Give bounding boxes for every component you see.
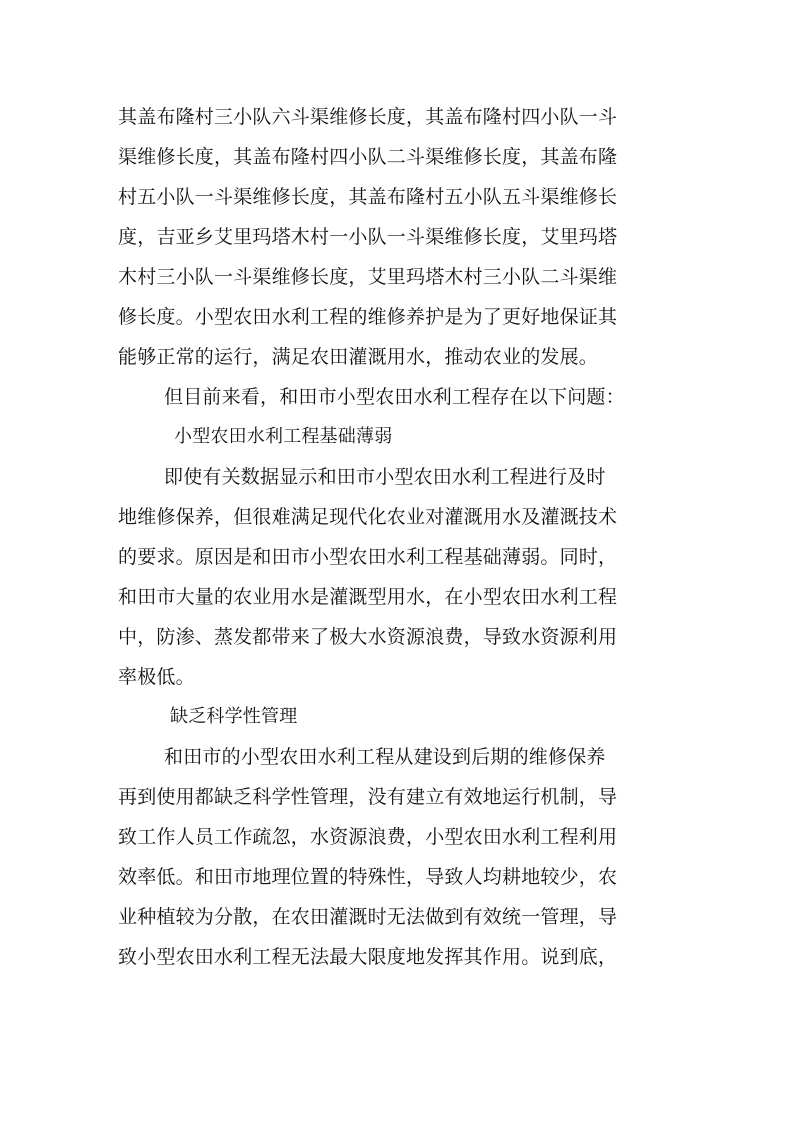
text-line: 村五小队一斗渠维修长度，其盖布隆村五小队五斗渠维修长 xyxy=(118,186,618,208)
text-line: 能够正常的运行，满足农田灌溉用水，推动农业的发展。 xyxy=(118,346,599,368)
text-line: 和田市大量的农业用水是灌溉型用水，在小型农田水利工程 xyxy=(118,586,618,608)
text-line: 致工作人员工作疏忽，水资源浪费，小型农田水利工程利用 xyxy=(118,826,618,848)
text-line: 地维修保养，但很难满足现代化农业对灌溉用水及灌溉技术 xyxy=(118,506,618,528)
text-line: 渠维修长度，其盖布隆村四小队二斗渠维修长度，其盖布隆 xyxy=(118,146,618,168)
text-line: 效率低。和田市地理位置的特殊性，导致人均耕地较少，农 xyxy=(118,866,618,888)
section-heading: 小型农田水利工程基础薄弱 xyxy=(174,426,393,447)
text-line: 业种植较为分散，在农田灌溉时无法做到有效统一管理，导 xyxy=(118,906,618,928)
text-line: 其盖布隆村三小队六斗渠维修长度，其盖布隆村四小队一斗 xyxy=(118,106,618,128)
text-line: 致小型农田水利工程无法最大限度地发挥其作用。说到底， xyxy=(118,946,618,968)
text-line: 度，吉亚乡艾里玛塔木村一小队一斗渠维修长度，艾里玛塔 xyxy=(118,226,618,248)
text-line: 修长度。小型农田水利工程的维修养护是为了更好地保证其 xyxy=(118,306,618,328)
text-line: 和田市的小型农田水利工程从建设到后期的维修保养 xyxy=(164,746,606,768)
section-heading: 缺乏科学性管理 xyxy=(170,706,298,727)
text-line: 再到使用都缺乏科学性管理，没有建立有效地运行机制，导 xyxy=(118,786,618,808)
text-line: 中，防渗、蒸发都带来了极大水资源浪费，导致水资源利用 xyxy=(118,626,618,648)
text-line: 但目前来看，和田市小型农田水利工程存在以下问题： xyxy=(164,386,625,408)
text-line: 即使有关数据显示和田市小型农田水利工程进行及时 xyxy=(164,466,606,488)
text-line: 的要求。原因是和田市小型农田水利工程基础薄弱。同时， xyxy=(118,546,618,568)
text-line: 木村三小队一斗渠维修长度，艾里玛塔木村三小队二斗渠维 xyxy=(118,266,618,288)
text-line: 率极低。 xyxy=(118,666,195,688)
